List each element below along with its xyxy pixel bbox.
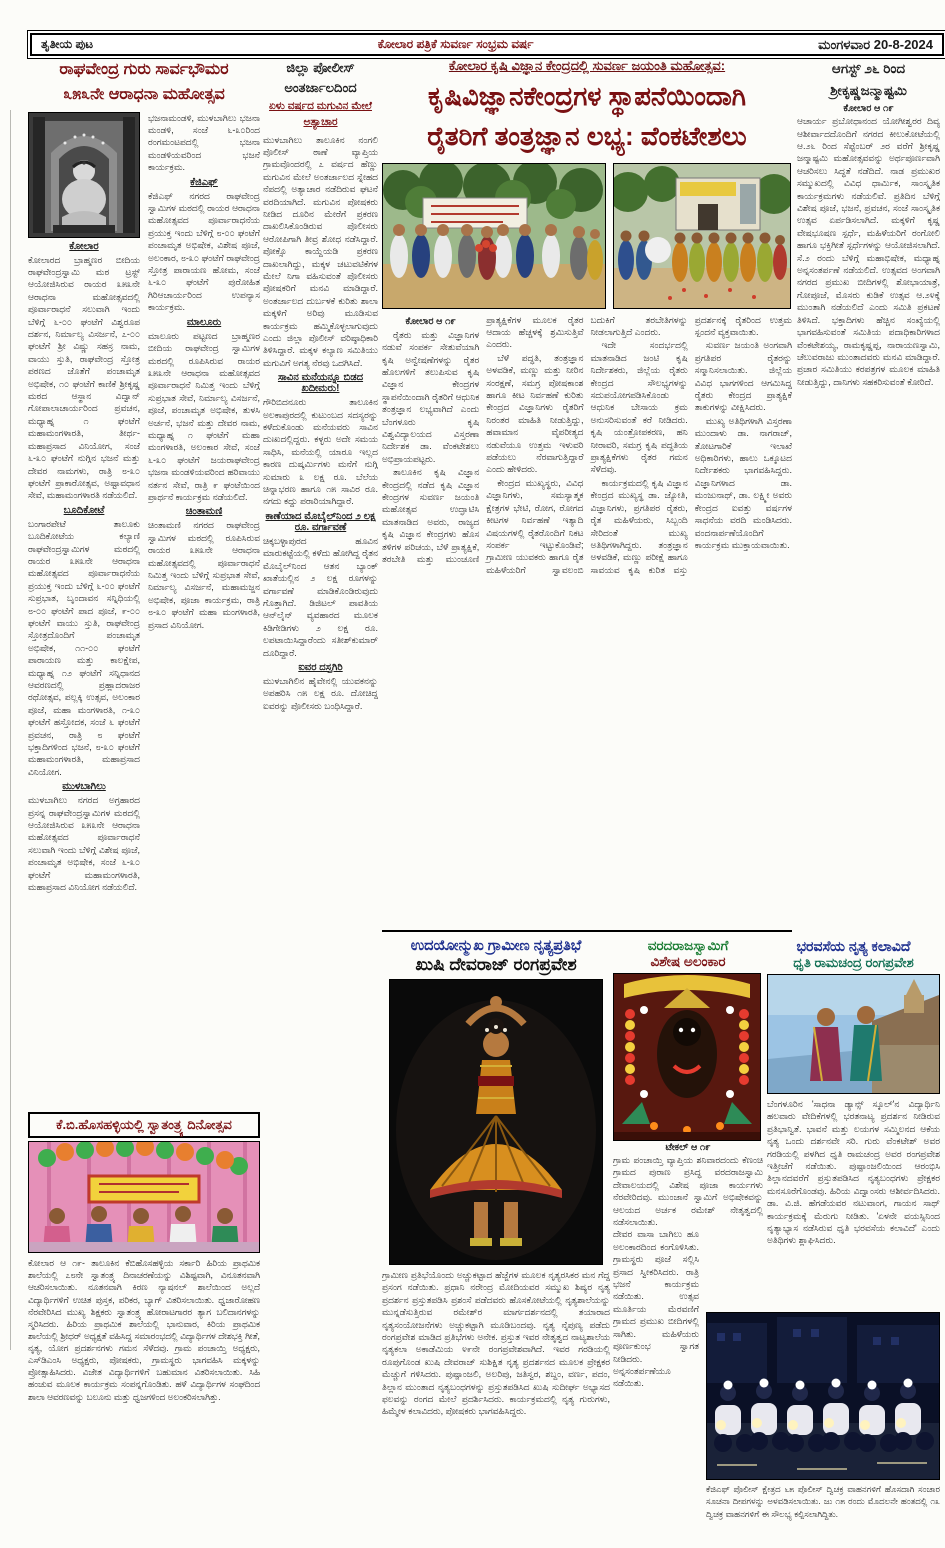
headline-line1: ವರದರಾಜಸ್ವಾಮಿಗೆ — [647, 938, 729, 953]
photo-police-bikes-night — [706, 1312, 940, 1480]
boxed-headline: ಕೆ.ಬಿ.ಹೊಸಹಳ್ಳಿಯಲ್ಲಿ ಸ್ವಾತಂತ್ರ್ಯ ದಿನೋತ್ಸವ — [28, 1112, 260, 1138]
section-body-budikote: ಬಂಗಾರಪೇಟೆ ತಾಲೂಕು ಬೂದಿಕೋಟೆಯ ಕಲ್ಯಾಣಿ ರಾಘವೇಂದ್ರಸ್ವಾಮಿಗಳ ಮಠದಲ್ಲಿ ರಾಯರ ೩೫೩ನೇ ಆರಾಧನಾ ಮಹೋತ್ಸವದ ಪೂರ್ವಾರಾಧನೆಯ ಪ್ರಯುಕ್ತ ಇಂದು ಬೆಳಿಗ್ಗೆ ೬-೦೦ ಘಂಟೆಗೆ ಸುಪ್ರಭಾತ, ಬೃಂದಾವನ ಸನ್ನಿಧಿಯಲ್ಲಿ ೮-೦೦ ಘಂಟೆಗೆ ಪಾದ ಪೂಜೆ, ೯-೦೦ ಘಂಟೆಗೆ ವಾಯು ಸ್ತುತಿ, ರಾಘವೇಂದ್ರ ಸ್ತೋತ್ರದೊಂದಿಗೆ ಪಂಚಾಮೃತ ಅಭಿಷೇಕ, ೧೧-೦೦ ಘಂಟೆಗೆ ಪಾರಾಯಣ ಮತ್ತು ಕಾಲಕ್ಷೇಪ, ಮಧ್ಯಾಹ್ನ ೧೨ ಘಂಟೆಗೆ ಸನ್ನಿಧಾನದ ಆವರಣದಲ್ಲಿ ಪ್ರಹ್ಲಾದರಾಜರ ರಥೋತ್ಸವ, ಪಲ್ಲಕ್ಕಿ ಉತ್ಸವ, ಅಲಂಕಾರ ಪೂಜೆ, ಮಹಾ ಮಂಗಳಾರತಿ, ೧-೩೦ ಘಂಟೆಗೆ ಹಸ್ತೋದಕ, ಸಂಜೆ ೬ ಘಂಟೆಗೆ ಪ್ರವಚನ, ರಾತ್ರಿ ೮ ಘಂಟೆಗೆ ಭಕ್ತಾದಿಗಳಿಂದ ಭಜನೆ, ೮-೩೦ ಘಂಟೆಗೆ ಮಹಾಮಂಗಳಾರತಿ, ಮಹಾಪ್ರಸಾದ ವಿನಿಯೋಗ. — [28, 518, 140, 777]
story-five-arrested: ಮುಳಬಾಗಿಲಿನ ಹೈವೇನಲ್ಲಿ ಯುವಕನನ್ನು ಅಪಹರಿಸಿ ೧೫ ಲಕ್ಷ ರೂ. ದೋಚಿದ್ದ ಐವರನ್ನು ಪೊಲೀಸರು ಬಂಧಿಸಿದ್ದಾರೆ. — [263, 675, 378, 711]
section-body-kolar: ಕೋಲಾರದ ಬ್ರಾಹ್ಮಣರ ಬೀದಿಯ ರಾಘವೇಂದ್ರಸ್ವಾಮಿ ಮಠ ಟ್ರಸ್ಟ್ ಆಯೋಜಿಸಿರುವ ರಾಯರ ೩೫೩ನೇ ಆರಾಧನಾ ಮಹೋತ್ಸವದಲ್ಲಿ ಪೂರ್ವಾರಾಧನೆ ಸಲುವಾಗಿ ಇಂದು ಬೆಳಿಗ್ಗೆ ೬-೦೦ ಘಂಟೆಗೆ ವಿಶ್ವರೂಪ ದರ್ಶನ, ನಿರ್ಮಾಲ್ಯ ವಿಸರ್ಜನೆ, ೭-೦೦ ಘಂಟೆಗೆ ಶ್ರೀ ವಿಷ್ಣು ಸಹಸ್ರ ನಾಮ, ವಾಯು ಸ್ತುತಿ, ರಾಘವೇಂದ್ರ ಸ್ತೋತ್ರ ಪಠಣದ ಜೊತೆಗೆ ಪಂಚಾಮೃತ ಅಭಿಷೇಕ, ೧೦ ಘಂಟೆಗೆ ಕಾಣಿಕೆ ಶ್ರೀಕೃಷ್ಣ ಮಠದ ಆಸ್ಥಾನ ವಿದ್ವಾನ್ ಗೋಪಾಲಾಚಾರ್ಯರಿಂದ ಪ್ರವಚನ, ಮಧ್ಯಾಹ್ನ ೧ ಘಂಟೆಗೆ ಮಹಾಮಂಗಳಾರತಿ, ತೀರ್ಥ-ಮಹಾಪ್ರಸಾದ ವಿನಿಯೋಗ, ಸಂಜೆ ೬-೩೦ ಘಂಟೆಗೆ ನುಗ್ಗಿನ ಭಜನೆ ಮತ್ತು ದೇವರ ನಾಮಗಳು, ರಾತ್ರಿ ೮-೩೦ ಘಂಟೆಗೆ ಪ್ರಾಕಾರೋತ್ಸವ, ಅಷ್ಟಾವಧಾನ ಸೇವೆ, ಮಹಾಮಂಗಳಾರತಿ ನಡೆಯಲಿದೆ. — [28, 254, 140, 501]
section-body-maluru: ಮಾಲೂರು ಪಟ್ಟಣದ ಬ್ರಾಹ್ಮಣರ ಬೀದಿಯ ರಾಘವೇಂದ್ರ ಸ್ವಾಮಿಗಳ ಮಠದಲ್ಲಿ ರೂಪಿಸಿರುವ ರಾಯರ ೩೫೩ನೇ ಆರಾಧನಾ ಮಹೋತ್ಸವದ ಪೂರ್ವಾರಾಧನೆ ನಿಮಿತ್ತ ಇಂದು ಬೆಳಿಗ್ಗೆ ಸುಪ್ರಭಾತ ಸೇವೆ, ನಿರ್ಮಾಲ್ಯ ವಿಸರ್ಜನೆ, ಪೂಜೆ, ಪಂಚಾಮೃತ ಅಭಿಷೇಕ, ತುಳಸಿ ಅರ್ಚನೆ, ಭಜನೆ ಮತ್ತು ದೇವರ ನಾಮ, ಮಧ್ಯಾಹ್ನ ೧ ಘಂಟೆಗೆ ಮಹಾ ಮಂಗಳಾರತಿ, ಅಲಂಕಾರ ಸೇವೆ, ಸಂಜೆ ೬-೩೦ ಘಂಟೆಗೆ ಜಯರಾಘವೇಂದ್ರ ಭಜನಾ ಮಂಡಳಿಯವರಿಂದ ಹರಿವಾಯು ನರ್ತನ ಸೇವೆ, ರಾತ್ರಿ ೯ ಘಂಟೆಯಿಂದ ಪ್ರಾರ್ಥನೆ ಕಾರ್ಯಕ್ರಮ ನಡೆಯಲಿದೆ. — [148, 330, 260, 502]
section-body-chintamani: ಚಿಂತಾಮಣಿ ನಗರದ ರಾಘವೇಂದ್ರ ಸ್ವಾಮಿಗಳ ಮಠದಲ್ಲಿ ರೂಪಿಸಿರುವ ರಾಯರ ೩೫೩ನೇ ಆರಾಧನಾ ಮಹೋತ್ಸವದಲ್ಲಿ ಪೂರ್ವಾರಾಧನೆ ನಿಮಿತ್ತ ಇಂದು ಬೆಳಿಗ್ಗೆ ಸುಪ್ರಭಾತ ಸೇವೆ, ನಿರ್ಮಾಲ್ಯ ವಿಸರ್ಜನೆ, ಮಹಾಮಜ್ಜನ ಅಭಿಷೇಕ, ಪೂಜಾ ಕಾರ್ಯಕ್ರಮ, ರಾತ್ರಿ ೮-೩೦ ಘಂಟೆಗೆ ಮಹಾ ಮಂಗಳಾರತಿ, ಪ್ರಸಾದ ವಿನಿಯೋಗ. — [148, 520, 260, 630]
article-body: ಕೋಲಾರ ಆ ೧೯ ರೈತರು ಮತ್ತು ವಿಜ್ಞಾನಿಗಳ ನಡುವೆ ಸಂಪರ್ಕ ಸೇತುವೆಯಾಗಿ ಕೃಷಿ ಅನ್ವೇಷಣೆಗಳನ್ನು ರೈತರ ಹೊಲಗಳಿಗೆ ತಲುಪಿಸುವ ಕೃಷಿ ವಿಜ್ಞಾನ ಕೇಂದ್ರಗಳ ಸ್ಥಾಪನೆಯಿಂದಾಗಿ ರೈತರಿಗೆ ಆಧುನಿಕ ತಂತ್ರಜ್ಞಾನ ಲಭ್ಯವಾಗಿದೆ ಎಂದು ಬೆಂಗಳೂರು ಕೃಷಿ ವಿಶ್ವವಿದ್ಯಾಲಯದ ವಿಸ್ತರಣಾ ನಿರ್ದೇಶಕ ಡಾ. ವೆಂಕಟೇಶಲು ಅಭಿಪ್ರಾಯಪಟ್ಟರು. ತಾಲೂಕಿನ ಕೃಷಿ ವಿಜ್ಞಾನ ಕೇಂದ್ರದಲ್ಲಿ ನಡೆದ ಕೃಷಿ ವಿಜ್ಞಾನ ಕೇಂದ್ರಗಳ ಸುವರ್ಣ ಜಯಂತಿ ಮಹೋತ್ಸವ ಉದ್ಘಾಟಿಸಿ ಮಾತನಾಡಿದ ಅವರು, ರಾಜ್ಯದ ಕೃಷಿ ವಿಜ್ಞಾನ ಕೇಂದ್ರಗಳು ಹೊಸ ತಳಿಗಳ ಪರಿಚಯ, ಬೆಳೆ ಪ್ರಾತ್ಯಕ್ಷಿಕೆ, ತರಬೇತಿ ಮತ್ತು ಮುಂಚೂಣಿ ಪ್ರಾತ್ಯಕ್ಷಿಕೆಗಳ ಮೂಲಕ ರೈತರ ಆದಾಯ ಹೆಚ್ಚಳಕ್ಕೆ ಶ್ರಮಿಸುತ್ತಿವೆ ಎಂದರು. ಬೆಳೆ ಪದ್ಧತಿ, ತಂತ್ರಜ್ಞಾನ ಅಳವಡಿಕೆ, ಮಣ್ಣು ಮತ್ತು ನೀರಿನ ಸಂರಕ್ಷಣೆ, ಸಮಗ್ರ ಪೋಷಕಾಂಶ ಹಾಗೂ ಕೀಟ ನಿರ್ವಹಣೆ ಕುರಿತು ಕೇಂದ್ರದ ವಿಜ್ಞಾನಿಗಳು ರೈತರಿಗೆ ನಿರಂತರ ಮಾಹಿತಿ ನೀಡುತ್ತಿದ್ದು, ಹವಾಮಾನ ವೈಪರೀತ್ಯದ ನಡುವೆಯೂ ಉತ್ತಮ ಇಳುವರಿ ಪಡೆಯಲು ನೆರವಾಗುತ್ತಿದ್ದಾರೆ ಎಂದು ಹೇಳಿದರು. ಕೇಂದ್ರದ ಮುಖ್ಯಸ್ಥರು, ವಿವಿಧ ವಿಜ್ಞಾನಿಗಳು, ಸಮಸ್ಯಾತ್ಮಕ ಕ್ಷೇತ್ರಗಳ ಭೇಟಿ, ರೋಗ, ರೋಗದ ಕೀಟಗಳ ನಿರ್ವಹಣೆ ಇತ್ಯಾದಿ ವಿಷಯಗಳಲ್ಲಿ ರೈತರೊಂದಿಗೆ ನಿಕಟ ಸಂಪರ್ಕ ಇಟ್ಟುಕೊಂಡಿವೆ; ಗ್ರಾಮೀಣ ಯುವಕರು ಹಾಗೂ ರೈತ ಮಹಿಳೆಯರಿಗೆ ಸ್ವಾವಲಂಬಿ ಬದುಕಿಗೆ ತರಬೇತಿಗಳನ್ನು ನೀಡಲಾಗುತ್ತಿದೆ ಎಂದರು. ಇದೇ ಸಂದರ್ಭದಲ್ಲಿ ಮಾತನಾಡಿದ ಜಂಟಿ ಕೃಷಿ ನಿರ್ದೇಶಕರು, ಜಿಲ್ಲೆಯ ರೈತರು ಕೇಂದ್ರದ ಸೌಲಭ್ಯಗಳನ್ನು ಸದುಪಯೋಗಪಡಿಸಿಕೊಂಡು ಆಧುನಿಕ ಬೇಸಾಯ ಕ್ರಮ ಅನುಸರಿಸುವಂತೆ ಕರೆ ನೀಡಿದರು. ಕೃಷಿ ಯಂತ್ರೋಪಕರಣ, ಹನಿ ನೀರಾವರಿ, ಸಮಗ್ರ ಕೃಷಿ ಪದ್ಧತಿಯ ಪ್ರಾತ್ಯಕ್ಷಿಕೆಗಳು ರೈತರ ಗಮನ ಸೆಳೆದವು. ಕಾರ್ಯಕ್ರಮದಲ್ಲಿ ಕೃಷಿ ವಿಜ್ಞಾನ ಕೇಂದ್ರದ ಮುಖ್ಯಸ್ಥ ಡಾ. ಜ್ಯೋತಿ, ವಿಜ್ಞಾನಿಗಳು, ಪ್ರಗತಿಪರ ರೈತರು, ರೈತ ಮಹಿಳೆಯರು, ಸಿಬ್ಬಂದಿ ಸೇರಿದಂತೆ ಮುಖ್ಯ ಅತಿಥಿಗಳಾಗಿದ್ದರು. ತಂತ್ರಜ್ಞಾನ ಅಳವಡಿಕೆ, ಮಣ್ಣು ಪರೀಕ್ಷೆ ಹಾಗೂ ಸಾವಯವ ಕೃಷಿ ಕುರಿತ ವಸ್ತು ಪ್ರದರ್ಶನಕ್ಕೆ ರೈತರಿಂದ ಉತ್ತಮ ಸ್ಪಂದನೆ ವ್ಯಕ್ತವಾಯಿತು. ಸುವರ್ಣ ಜಯಂತಿ ಅಂಗವಾಗಿ ಪ್ರಗತಿಪರ ರೈತರನ್ನು ಸನ್ಮಾನಿಸಲಾಯಿತು. ಜಿಲ್ಲೆಯ ವಿವಿಧ ಭಾಗಗಳಿಂದ ಆಗಮಿಸಿದ್ದ ರೈತರು ಕೇಂದ್ರದ ಪ್ರಾತ್ಯಕ್ಷಿಕೆ ತಾಕುಗಳನ್ನು ವೀಕ್ಷಿಸಿದರು. ಮುಖ್ಯ ಅತಿಥಿಗಳಾಗಿ ವಿಸ್ತರಣಾ ಮುಂದಾಳು ಡಾ. ನಾಗರಾಜ್, ತೋಟಗಾರಿಕೆ ಇಲಾಖೆ ಅಧಿಕಾರಿಗಳು, ಹಾಲು ಒಕ್ಕೂಟದ ನಿರ್ದೇಶಕರು ಭಾಗವಹಿಸಿದ್ದರು. ವಿಜ್ಞಾನಿಗಳಾದ ಡಾ. ಮಂಜುನಾಥ್, ಡಾ. ಲಕ್ಷ್ಮೀ ಅವರು ಕೇಂದ್ರದ ಐವತ್ತು ವರ್ಷಗಳ ಸಾಧನೆಯ ವರದಿ ಮಂಡಿಸಿದರು. ವಂದನಾರ್ಪಣೆಯೊಂದಿಗೆ ಕಾರ್ಯಕ್ರಮ ಮುಕ್ತಾಯವಾಯಿತು. — [382, 314, 792, 575]
dateline: ಕೋಲಾರ ಆ ೧೯ — [405, 315, 456, 327]
column-1 — [28, 112, 140, 894]
headline-line1: ಉದಯೋನ್ಮುಖ ಗ್ರಾಮೀಣ ನೃತ್ಯಪ್ರತಿಭೆ — [410, 938, 582, 954]
article-hosahalli-independence-day — [28, 1112, 260, 1548]
article-headline: ರಾಘವೇಂದ್ರ ಗುರು ಸಾರ್ವಭೌಮರ ೩೫೩ನೇ ಆರಾಧನಾ ಮಹೋತ್ಸವ — [59, 61, 229, 103]
kicker: ಕೋಲಾರ ಕೃಷಿ ವಿಜ್ಞಾನ ಕೇಂದ್ರದಲ್ಲಿ ಸುವರ್ಣ ಜಯಂತಿ ಮಹೋತ್ಸವ: — [448, 58, 726, 73]
photo-women-group-kvk — [613, 163, 791, 309]
page-label: ತೃತೀಯ ಪುಟ — [41, 37, 94, 51]
photo-varadaraja-deity — [613, 973, 761, 1141]
masthead — [30, 33, 944, 56]
dateline: ಕೋಲಾರ ಆ ೧೯ — [843, 103, 894, 115]
headline-line2: ವಿಶೇಷ ಅಲಂಕಾರ — [650, 954, 726, 969]
section-body-intro: ಭಜನಾಮಂಡಳಿ, ಮುಳಬಾಗಿಲು ಭಜನಾ ಮಂಡಳಿ, ಸಂಜೆ ೬-೩೦ರಿಂದ ರಂಗಮಂಟಪದಲ್ಲಿ ಭಜನಾ ಮಂಡಳಿಯವರಿಂದ ಭಜನೆ ಕಾರ್ಯಕ್ರಮ. — [148, 112, 260, 173]
article-dhruti-rangapravesha — [767, 938, 940, 1312]
date-label: ಮಂಗಳವಾರ 20-8-2024 — [818, 36, 933, 52]
photo-dhruti-artists — [767, 974, 940, 1094]
section-head-maluru: ಮಾಲೂರು — [186, 316, 222, 328]
story-mobile-fraud: ಚಿಕ್ಕಬಳ್ಳಾಪುರದ ಹೂವಿನ ಮಾರುಕಟ್ಟೆಯಲ್ಲಿ ಕಳೆದು ಹೋಗಿದ್ದ ರೈತನ ಮೊಬೈಲ್‌ನಿಂದ ಆತನ ಬ್ಯಾಂಕ್ ಖಾತೆಯಲ್ಲಿನ ೨ ಲಕ್ಷ ರೂಗಳನ್ನು ವರ್ಗಾವಣೆ ಮಾಡಿಕೊಂಡಿರುವುದು ಗೊತ್ತಾಗಿದೆ. ಡಿಜಿಟಲ್ ಪಾವತಿಯ ಆನ್‌ಲೈನ್ ವ್ಯವಹಾರದ ಮೂಲಕ ಕಿಡಿಗೇಡಿಗಳು ೨ ಲಕ್ಷ ರೂ. ಲಪಟಾಯಿಸಿದ್ದಾರೆಂದು ಸತೀಶ್‌ಕುಮಾರ್ ದೂರಿದ್ದಾರೆ. — [263, 535, 378, 658]
edition-title: ಕೋಲಾರ ಪತ್ರಿಕೆ ಸುವರ್ಣ ಸಂಭ್ರಮ ವರ್ಷ — [377, 37, 534, 51]
section-head-kolar: ಕೋಲಾರ — [69, 240, 99, 252]
headline-line1: ಭರವಸೆಯ ನೃತ್ಯ ಕಲಾವಿದೆ — [796, 938, 911, 954]
story-rape-case: ಮುಳಬಾಗಿಲು ತಾಲೂಕಿನ ನಂಗಲಿ ಪೊಲೀಸ್ ಠಾಣೆ ವ್ಯಾಪ್ತಿಯ ಗ್ರಾಮವೊಂದರಲ್ಲಿ ೭ ವರ್ಷದ ಹೆಣ್ಣು ಮಗುವಿನ ಮೇಲೆ ಅಂತರ್ಜಾಲದ ಸ್ನೇಹದ ನೆಪದಲ್ಲಿ ಅತ್ಯಾಚಾರ ನಡೆದಿರುವ ಘಟನೆ ವರದಿಯಾಗಿದೆ. ಮಗುವಿನ ಪೋಷಕರು ನೀಡಿದ ದೂರಿನ ಮೇರೆಗೆ ಪ್ರಕರಣ ದಾಖಲಿಸಿಕೊಂಡಿರುವ ಪೊಲೀಸರು ಆರೋಪಿಗಾಗಿ ತೀವ್ರ ಶೋಧ ನಡೆಸಿದ್ದಾರೆ. ಪೋಕ್ಸೊ ಕಾಯ್ದೆಯಡಿ ಪ್ರಕರಣ ದಾಖಲಾಗಿದ್ದು, ಮಕ್ಕಳ ಚಟುವಟಿಕೆಗಳ ಮೇಲೆ ನಿಗಾ ವಹಿಸುವಂತೆ ಪೊಲೀಸರು ಪೋಷಕರಿಗೆ ಮನವಿ ಮಾಡಿದ್ದಾರೆ. ಅಂತರ್ಜಾಲದ ದುರ್ಬಳಕೆ ಕುರಿತು ಶಾಲಾ ಮಕ್ಕಳಿಗೆ ಅರಿವು ಮೂಡಿಸುವ ಕಾರ್ಯಕ್ರಮ ಹಮ್ಮಿಕೊಳ್ಳಲಾಗುವುದು ಎಂದು ಜಿಲ್ಲಾ ಪೊಲೀಸ್ ವರಿಷ್ಠಾಧಿಕಾರಿ ತಿಳಿಸಿದ್ದಾರೆ. ಮಕ್ಕಳ ಕಲ್ಯಾಣ ಸಮಿತಿಯು ಮಗುವಿಗೆ ಅಗತ್ಯ ನೆರವು ಒದಗಿಸಿದೆ. — [263, 134, 378, 368]
article-body-2: ದೇವರ ವಾಸಾ ಬಾಗಿಲು ಹೂ ಅಲಂಕಾರದಿಂದ ಕಂಗೊಳಿಸಿತು. ಗ್ರಾಮಸ್ಥರು ಪೂಜೆ ಸಲ್ಲಿಸಿ ಪ್ರಸಾದ ಸ್ವೀಕರಿಸಿದರು. ರಾತ್ರಿ ಭಜನೆ ಕಾರ್ಯಕ್ರಮ ನಡೆಯಿತು. ಉತ್ಸವ ಮೂರ್ತಿಯ ಮೆರವಣಿಗೆ ಗ್ರಾಮದ ಪ್ರಮುಖ ಬೀದಿಗಳಲ್ಲಿ ಸಾಗಿತು. ಮಹಿಳೆಯರು ಪೂರ್ಣಕುಂಭ ಸ್ವಾಗತ ನೀಡಿದರು. ಅನ್ನಸಂತರ್ಪಣೆಯೂ ನಡೆಯಿತು. — [613, 1229, 699, 1389]
article-raghavendra-aradhana — [28, 58, 260, 1108]
section-head-budikote: ಬೂದಿಕೋಟೆ — [63, 504, 105, 516]
article-body: ಗ್ರಾಮೀಣ ಪ್ರತಿಭೆಯೊಂದು ಅಚ್ಚುಕಟ್ಟಾದ ಹೆಜ್ಜೆಗಳ ಮೂಲಕ ನೃತ್ಯರಸಿಕರ ಮನ ಗೆದ್ದ ಪ್ರಸಂಗ ನಡೆಯಿತು. ಪ್ರಧಾನಿ ನರೇಂದ್ರ ಮೋದಿಯವರ ಸಮ್ಮುಖ ಶಿಷ್ಯರ ನೃತ್ಯ ಪ್ರದರ್ಶನ ಪ್ರಸ್ತುತಪಡಿಸಿ ಪ್ರಶಂಸೆ ಪಡೆದವರು ಹೊಸಕೋಟೆಯಲ್ಲಿ ನೃತ್ಯಶಾಲೆಯನ್ನು ಮುನ್ನಡೆಸುತ್ತಿರುವ ರಮೇಶ್‌ರ ಮಾರ್ಗದರ್ಶನದಲ್ಲಿ ತಯಾರಾದ ನೃತ್ಯಸಂಯೋಜನೆಗಳು ಅಚ್ಚುಕಟ್ಟಾಗಿ ಮೂಡಿಬಂದವು. ನೃತ್ಯ ನೈಪುಣ್ಯ ಪಡೆದು ರಂಗಪ್ರವೇಶ ಮಾಡಿದ ಪ್ರತಿಭೆಗಳು ಅನೇಕ. ಪ್ರಸ್ತುತ ಇವರ ನೇತೃತ್ವದ ನಾಟ್ಯಶಾಲೆಯ ನೃತ್ಯಕಲಾ ಅಕಾಡೆಮಿಯ ೪೯ನೇ ರಂಗಪ್ರವೇಶವಾಗಿದೆ. ಇವರ ಗರಡಿಯಲ್ಲಿ ರೂಪುಗೊಂಡ ಖುಷಿ ದೇವರಾಜ್ ಸುಶಿಕ್ಷಿತ ನೃತ್ಯ ಪ್ರದರ್ಶನದ ಮೂಲಕ ಪ್ರೇಕ್ಷಕರ ಮೆಚ್ಚುಗೆ ಗಳಿಸಿದರು. ಪುಷ್ಪಾಂಜಲಿ, ಅಲರಿಪು, ಜತಿಸ್ವರ, ಶಬ್ದಂ, ವರ್ಣ, ಪದಂ, ತಿಲ್ಲಾನ ಮುಂತಾದ ನೃತ್ಯಬಂಧಗಳನ್ನು ಪ್ರಸ್ತುತಪಡಿಸಿದ ಖುಷಿ ಸುದೀರ್ಘ ಅಭ್ಯಾಸದ ಫಲವನ್ನು ರಂಗದ ಮೇಲೆ ಪ್ರದರ್ಶಿಸಿದರು. ಕಾರ್ಯಕ್ರಮದಲ್ಲಿ ನೃತ್ಯ ಗುರುಗಳು, ಹಿಮ್ಮೇಳ ಕಲಾವಿದರು, ಪೋಷಕರು ಭಾಗವಹಿಸಿದ್ದರು. — [382, 1270, 610, 1417]
dateline: ಟೇಕಲ್ ಆ ೧೯ — [665, 1142, 711, 1153]
article-janmashtami — [797, 58, 940, 926]
section-head-chintamani: ಚಿಂತಾಮಣಿ — [185, 506, 223, 518]
subhead-rape-case: ಏಳು ವರ್ಷದ ಮಗುವಿನ ಮೇಲೆ ಅತ್ಯಾಚಾರ — [269, 100, 372, 128]
photo-school-function — [28, 1141, 260, 1253]
subhead-five-arrested: ಐವರ ದಸ್ತಗಿರಿ — [298, 661, 343, 673]
article-headline: ಆಗಸ್ಟ್ ೨೬ ರಿಂದ ಶ್ರೀಕೃಷ್ಣಜನ್ಮಾಷ್ಟಮಿ — [830, 61, 907, 98]
subhead-mobile-fraud: ಕಾಣೆಯಾದ ಮೊಬೈಲ್‌ನಿಂದ ೨ ಲಕ್ಷ ರೂ. ವರ್ಗಾವಣೆ — [265, 510, 376, 533]
photo-caption: ಕೆಜಿಎಫ್ ಪೊಲೀಸ್ ಕ್ಷೇತ್ರದ ೬೫ ಪೊಲೀಸ್ ದ್ವಿಚಕ್ರ ವಾಹನಗಳಿಗೆ ಹೊಸದಾಗಿ ಸಂಚಾರ ಸೂಚನಾ ದೀಪಗಳನ್ನು ಅಳವಡಿಸಲಾಯಿತು. ಜು ೧೫ ರಂದು ಮೊದಲನೇ ಹಂತದಲ್ಲಿ ೧೩ ದ್ವಿಚಕ್ರ ವಾಹನಗಳಿಗೆ ಈ ಸೌಲಭ್ಯ ಕಲ್ಪಿಸಲಾಗಿದ್ದಿತು. — [706, 1484, 940, 1519]
section-body-kgf: ಕೆಜಿಎಫ್ ನಗರದ ರಾಘವೇಂದ್ರ ಸ್ವಾಮಿಗಳ ಮಠದಲ್ಲಿ ರಾಯರ ಆರಾಧನಾ ಮಹೋತ್ಸವದ ಪೂರ್ವಾರಾಧನೆಯ ಪ್ರಯುಕ್ತ ಇಂದು ಬೆಳಿಗ್ಗೆ ೮-೦೦ ಘಂಟೆಗೆ ಪಂಚಾಮೃತ ಅಭಿಷೇಕ, ವಿಶೇಷ ಪೂಜೆ, ಅಲಂಕಾರ, ೮-೩೦ ಘಂಟೆಗೆ ರಾಘವೇಂದ್ರ ಸ್ತೋತ್ರ ಪಾರಾಯಣ ಹೋಮ, ಸಂಜೆ ೬-೩೦ ಘಂಟೆಗೆ ಪುರೋಹಿತ ಗಿರಿಆಚಾರ್ಯರಿಂದ ಉಪನ್ಯಾಸ ಕಾರ್ಯಕ್ರಮ. — [148, 190, 260, 313]
photo-dignitaries-felicitation — [382, 163, 606, 309]
section-head-kgf: ಕೆಜಿಎಫ್ — [190, 176, 218, 188]
article-body: ಆಚಾರ್ಯ ಪ್ರಬೋಧಾನಂದ ಯೋಗೀಶ್ವರರ ದಿವ್ಯ ಆಶೀರ್ವಾದದೊಂದಿಗೆ ನಗರದ ಕೀಲುಕೋಟೆಯಲ್ಲಿ ಆ.೨೬ ರಿಂದ ಸೆಪ್ಟೆಂಬರ್ ೨ರ ವರೆಗೆ ಶ್ರೀಕೃಷ್ಣ ಜನ್ಮಾಷ್ಟಮಿ ಮಹೋತ್ಸವವನ್ನು ಅರ್ಥಪೂರ್ಣವಾಗಿ ಆಚರಿಸಲು ಸಿದ್ಧತೆ ನಡೆದಿದೆ. ನಾಡ ಪ್ರಮುಖರ ಸಮ್ಮುಖದಲ್ಲಿ ವಿವಿಧ ಧಾರ್ಮಿಕ, ಸಾಂಸ್ಕೃತಿಕ ಕಾರ್ಯಕ್ರಮಗಳು ನಡೆಯಲಿವೆ. ಪ್ರತಿದಿನ ಬೆಳಿಗ್ಗೆ ವಿಶೇಷ ಪೂಜೆ, ಭಜನೆ, ಪ್ರವಚನ, ಸಂಜೆ ಸಾಂಸ್ಕೃತಿಕ ಉತ್ಸವ ಏರ್ಪಡಿಸಲಾಗಿದೆ. ಮಕ್ಕಳಿಗೆ ಕೃಷ್ಣ ವೇಷಭೂಷಣ ಸ್ಪರ್ಧೆ, ಮಹಿಳೆಯರಿಗೆ ರಂಗೋಲಿ ಹಾಗೂ ಭಕ್ತಿಗೀತೆ ಸ್ಪರ್ಧೆಗಳನ್ನು ಆಯೋಜಿಸಲಾಗಿದೆ. ಸೆ.೨ ರಂದು ಬೆಳಿಗ್ಗೆ ಮಹಾಭಿಷೇಕ, ಮಧ್ಯಾಹ್ನ ಅನ್ನಸಂತರ್ಪಣೆ ನಡೆಯಲಿದೆ. ಉತ್ಸವದ ಅಂಗವಾಗಿ ನಗರದ ಪ್ರಮುಖ ಬೀದಿಗಳಲ್ಲಿ ಶೋಭಾಯಾತ್ರೆ, ಗೋಪೂಜೆ, ಮೊಸರು ಕುಡಿಕೆ ಉತ್ಸವ ಆ.೨೪ಕ್ಕೆ ಮುಂತಾಗಿ ನಡೆಯಲಿದೆ ಎಂದು ಸಮಿತಿ ಪ್ರಕಟಣೆ ತಿಳಿಸಿದೆ. ಭಕ್ತಾದಿಗಳು ಹೆಚ್ಚಿನ ಸಂಖ್ಯೆಯಲ್ಲಿ ಭಾಗವಹಿಸುವಂತೆ ಸಮಿತಿಯ ಪದಾಧಿಕಾರಿಗಳಾದ ವೆಂಕಟೇಶಯ್ಯ, ರಾಮಕೃಷ್ಣಪ್ಪ, ನಾರಾಯಣಸ್ವಾಮಿ, ಚೆಲುವರಾಜು ಮುಂತಾದವರು ಮನವಿ ಮಾಡಿದ್ದಾರೆ. ಪ್ರಚಾರ ಸಮಿತಿಯು ಕರಪತ್ರಗಳ ಮೂಲಕ ಮಾಹಿತಿ ನೀಡುತ್ತಿದ್ದು, ದಾನಿಗಳು ಸಹಕರಿಸುವಂತೆ ಕೋರಿದೆ. — [797, 116, 940, 387]
page-scan-edge — [10, 110, 11, 1350]
article-headline: ಜಿಲ್ಲಾ ಪೋಲೀಸ್ ಅಂತರ್ಜಾಲದಿಂದ — [284, 60, 357, 95]
article-body: ಕೋಲಾರ ಆ ೧೯- ತಾಲೂಕಿನ ಕೆಬಿಹೊಸಹಳ್ಳಿಯ ಸರ್ಕಾರಿ ಹಿರಿಯ ಪ್ರಾಥಮಿಕ ಶಾಲೆಯಲ್ಲಿ ೭೮ನೇ ಸ್ವಾತಂತ್ರ್ಯ ದಿನಾಚರಣೆಯನ್ನು ವಿಶಿಷ್ಟವಾಗಿ, ವಿನೂತನವಾಗಿ ಆಚರಿಸಲಾಯಿತು. ನೂತನವಾಗಿ ಕಿರಣ ನ್ಯಾಷನಲ್ ಶಾಲೆಯಿಂದ ಅಲ್ಲದೆ ವಿದ್ಯಾರ್ಥಿಗಳಿಗೆ ಉಚಿತ ಪುಸ್ತಕ, ಪರಿಕರ, ಬ್ಯಾಗ್ ವಿತರಿಸಲಾಯಿತು. ಧ್ವಜಾರೋಹಣ ನೆರವೇರಿಸಿದ ಮುಖ್ಯ ಶಿಕ್ಷಕರು ಸ್ವಾತಂತ್ರ್ಯ ಹೋರಾಟಗಾರರ ತ್ಯಾಗ ಬಲಿದಾನಗಳನ್ನು ಸ್ಮರಿಸಿದರು. ಹಿರಿಯ ಪ್ರಾಥಮಿಕ ಶಾಲೆಯಲ್ಲಿ ಭಾನುವಾರ, ಕಿರಿಯ ಪ್ರಾಥಮಿಕ ಶಾಲೆಯಲ್ಲಿ ಶ್ರೀಧರ್ ಅಧ್ಯಕ್ಷತೆ ವಹಿಸಿದ್ದ ಸಮಾರಂಭದಲ್ಲಿ ವಿದ್ಯಾರ್ಥಿಗಳ ದೇಶಭಕ್ತಿ ಗೀತೆ, ನೃತ್ಯ, ಯೋಗ ಪ್ರದರ್ಶನಗಳು ಗಮನ ಸೆಳೆದವು. ಗ್ರಾಮ ಪಂಚಾಯ್ತಿ ಅಧ್ಯಕ್ಷರು, ಎಸ್‌ಡಿಎಂಸಿ ಅಧ್ಯಕ್ಷರು, ಪೋಷಕರು, ಗ್ರಾಮಸ್ಥರು ಭಾಗವಹಿಸಿ ಮಕ್ಕಳನ್ನು ಪ್ರೋತ್ಸಾಹಿಸಿದರು. ವಿಜೇತ ವಿದ್ಯಾರ್ಥಿಗಳಿಗೆ ಬಹುಮಾನ ವಿತರಿಸಲಾಯಿತು. ಸಿಹಿ ಹಂಚುವ ಮೂಲಕ ಕಾರ್ಯಕ್ರಮ ಸಂಪನ್ನಗೊಂಡಿತು. ಹಳೆ ವಿದ್ಯಾರ್ಥಿಗಳ ಸಂಘದಿಂದ ಶಾಲಾ ಆವರಣವನ್ನು ಬಲೂನು ಮತ್ತು ಧ್ವಜಗಳಿಂದ ಅಲಂಕರಿಸಲಾಗಿತ್ತು. — [28, 1258, 260, 1402]
subhead-theft-house: ಸಾವಿನ ಮನೆಯನ್ನೂ ಬಿಡದ ಖದೀಮರು! — [277, 372, 364, 395]
photo-khushi-dancer — [389, 979, 603, 1265]
column-2 — [148, 112, 260, 894]
article-khushi-rangapravesha — [382, 938, 610, 1548]
headline-line2: ಧೃತಿ ರಾಮಚಂದ್ರ ರಂಗಪ್ರವೇಶ — [793, 955, 914, 970]
photo-raghavendra-idol — [28, 112, 140, 238]
article-police-news — [263, 58, 378, 1536]
headline-line2: ಖುಷಿ ದೇವರಾಜ್ ರಂಗಪ್ರವೇಶ — [415, 955, 577, 974]
photo-police-bikes-block — [706, 1312, 940, 1520]
main-headline: ಕೃಷಿವಿಜ್ಞಾನಕೇಂದ್ರಗಳ ಸ್ಥಾಪನೆಯಿಂದಾಗಿ ರೈತರಿಗೆ ತಂತ್ರಜ್ಞಾನ ಲಭ್ಯ: ವೆಂಕಟೇಶಲು — [427, 81, 747, 152]
article-kvk-golden-jubilee — [382, 58, 792, 932]
article-body: ಬೆಂಗಳೂರಿನ 'ಸಾಧನಾ ಡ್ಯಾನ್ಸ್ ಸ್ಕೂಲ್'ನ ವಿದ್ಯಾರ್ಥಿನಿ ಹಲವಾರು ವೇದಿಕೆಗಳಲ್ಲಿ ಭರತನಾಟ್ಯ ಪ್ರದರ್ಶನ ನೀಡಿರುವ ಪ್ರತಿಭಾನ್ವಿತೆ. ಭಾವನೆ ಮತ್ತು ಲಯಗಳ ಸಮ್ಮಿಲನದ ಆಕೆಯ ನೃತ್ಯ ಒಂದು ದರ್ಶನವೇ ಸರಿ. ಗುರು ವೆಂಕಟೇಶ್ ಅವರ ಗರಡಿಯಲ್ಲಿ ಪಳಗಿದ ಧೃತಿ ರಾಮಚಂದ್ರ ಅವರ ರಂಗಪ್ರವೇಶ ಇತ್ತೀಚೆಗೆ ನಡೆಯಿತು. ಪುಷ್ಪಾಂಜಲಿಯಿಂದ ಆರಂಭಿಸಿ ತಿಲ್ಲಾನದವರೆಗೆ ಪ್ರಸ್ತುತಪಡಿಸಿದ ನೃತ್ಯಬಂಧಗಳು ಪ್ರೇಕ್ಷಕರ ಮನಸೂರೆಗೊಂಡವು. ಹಿರಿಯ ವಿದ್ವಾಂಸರು ಆಶೀರ್ವದಿಸಿದರು. ಡಾ. ವಿ.ಜಿ. ಹೆಗಡೆಯವರ ನಟುವಾಂಗ, ಗಾಯನ ಸಾಥ್ ಕಾರ್ಯಕ್ರಮಕ್ಕೆ ಮೆರುಗು ನೀಡಿತು. 'ಏಳನೇ ವಯಸ್ಸಿನಿಂದ ನೃತ್ಯಾಭ್ಯಾಸ ನಡೆಸಿರುವ ಧೃತಿ ಭರವಸೆಯ ಕಲಾವಿದೆ' ಎಂದು ಅತಿಥಿಗಳು ಶ್ಲಾಘಿಸಿದರು. — [767, 1099, 940, 1246]
section-head-mulbagilu: ಮುಳಬಾಗಿಲು — [62, 781, 106, 793]
story-theft-house: ಗೌರಿಬಿದನೂರು ತಾಲೂಕಿನ ಅಲಕಾಪುರದಲ್ಲಿ ಕುಟುಂಬದ ಸದಸ್ಯರನ್ನು ಕಳೆದುಕೊಂಡು ಮನೆಯವರು ಸಾವಿನ ದುಃಖದಲ್ಲಿದ್ದರು. ಕಳ್ಳರು ಅದೇ ಸಮಯ ಸಾಧಿಸಿ, ಮನೆಯಲ್ಲಿ ಯಾರೂ ಇಲ್ಲದ ಕಾರಣ ದುಷ್ಕರ್ಮಿಗಳು ಮನೆಗೆ ನುಗ್ಗಿ ಸುಮಾರು ೩ ಲಕ್ಷ ರೂ. ಬೆಲೆಯ ಚಿನ್ನಾಭರಣ ಹಾಗೂ ೧೫ ಸಾವಿರ ರೂ. ನಗದು ಕದ್ದು ಪರಾರಿಯಾಗಿದ್ದಾರೆ. — [263, 397, 378, 507]
section-body-mulbagilu: ಮುಳಬಾಗಿಲು ನಗರದ ಅಗ್ರಹಾರದ ಪ್ರಸನ್ನ ರಾಘವೇಂದ್ರಸ್ವಾಮಿಗಳ ಮಠದಲ್ಲಿ ಆಯೋಜಿಸಿರುವ ೩೫೩ನೇ ಆರಾಧನಾ ಮಹೋತ್ಸವದ ಪೂರ್ವಾರಾಧನೆ ಸಲುವಾಗಿ ಇಂದು ಬೆಳಿಗ್ಗೆ ವಿಶೇಷ ಪೂಜೆ, ಪಂಚಾಮೃತ ಅಭಿಷೇಕ, ಸಂಜೆ ೬-೩೦ ಘಂಟೆಗೆ ಮಹಾಮಂಗಳಾರತಿ, ಮಹಾಪ್ರಸಾದ ವಿನಿಯೋಗ ನಡೆಯಲಿದೆ. — [28, 795, 140, 893]
article-body-1: ಗ್ರಾಮ ಪಂಚಾಯ್ತಿ ವ್ಯಾಪ್ತಿಯ ಶನಿವಾರದಂದು ಕೆಣಂಚಿ ಗ್ರಾಮದ ಪುರಾಣ ಪ್ರಸಿದ್ಧ ವರದರಾಜಸ್ವಾಮಿ ದೇವಾಲಯದಲ್ಲಿ ವಿಶೇಷ ಪೂಜಾ ಕಾರ್ಯಗಳು ನೆರವೇರಿದವು. ಮುಂಜಾನೆ ಸ್ವಾಮಿಗೆ ಅಭಿಷೇಕವನ್ನು ಆಲಯದ ಅರ್ಚಕ ರಮೇಶ್ ನೇತೃತ್ವದಲ್ಲಿ ನಡೆಸಲಾಯಿತು. — [613, 1155, 763, 1228]
